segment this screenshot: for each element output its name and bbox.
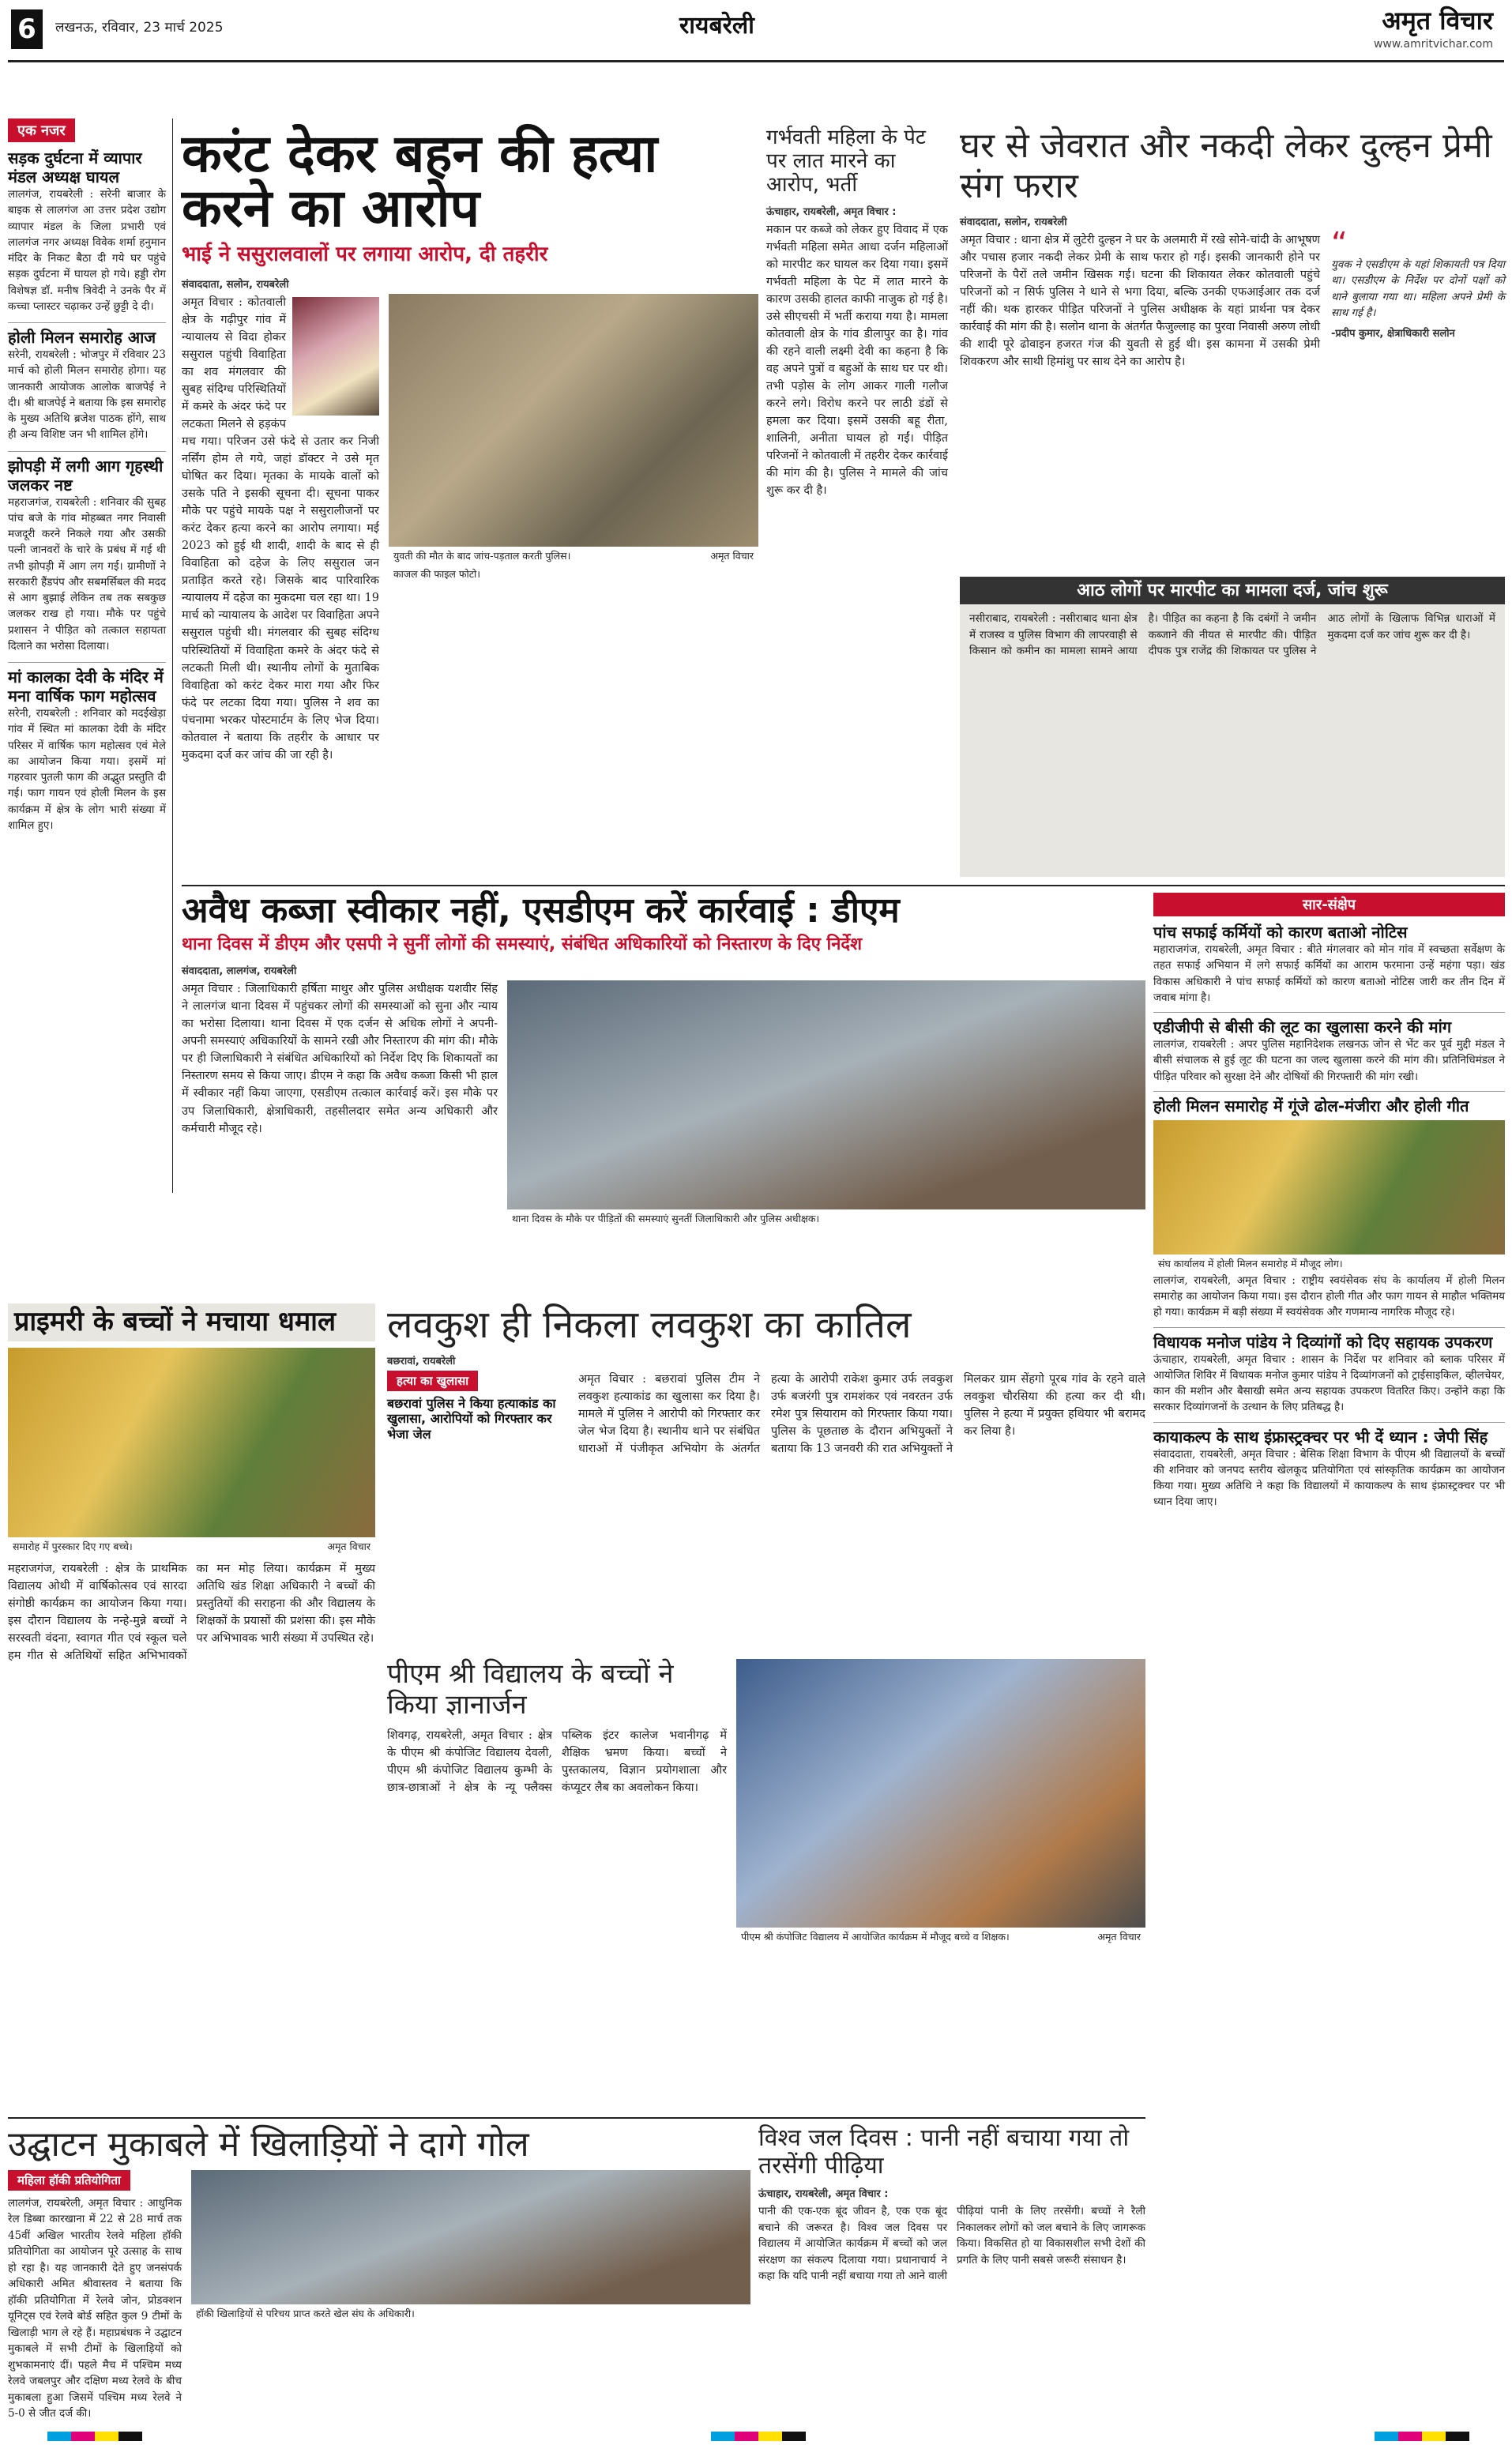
- hockey-body: लालगंज, रायबरेली, अमृत विचार : आधुनिक रेल डिब्बा कारखाना में 22 से 28 मार्च तक 45वीं अखिल भारतीय रेलवे महिला हॉकी प्रतियोगिता का आयोजन पूरे उत्साह के साथ हो रहा है। यह जानकारी देते हुए जनसंपर्क अधिकारी अमित श्रीवास्तव ने बताया कि हॉकी प्रतियोगिता में रेलवे जोन, प्रोडक्शन यूनिट्स एवं रेलवे बोर्ड सहित कुल 9 टीमों के खिलाड़ी भाग ले रहे हैं। महाप्रबंधक ने उद्घाटन मुकाबले में सभी टीमों के खिलाड़ियों को शुभकामनाएं दीं। पहले मैच में पश्चिम मध्य रेलवे जबलपुर और दक्षिण मध्य रेलवे के बीच मुकाबला हुआ जिसमें पश्चिम मध्य रेलवे ने 5-0 से जीत दर्ज की।: [8, 2196, 182, 2421]
- brief-text: महराजगंज, रायबरेली : शनिवार की सुबह पांच बजे के गांव मोहब्बत नगर निवासी मजदूरी करने निकले गया और उसकी पत्नी जानवरों के चारे के प्रबंध में गई थी तभी झोपड़ी में आग लग गई। ग्रामीणों ने सरकारी हैंडपंप और सबमर्सिबल की मदद से आग बुझाई लेकिन तब तक सबकुछ जलकर राख हो गया। मौके पर पहुंचे प्रशासन ने पीड़ित को तत्काल सहायता दिलाने का भरोसा दिलाया।: [8, 495, 166, 653]
- bride-body: अमृत विचार : थाना क्षेत्र में लुटेरी दुल्हन ने घर के अलमारी में रखे सोने-चांदी के आभूषण और पचास हजार नकदी लेकर प्रेमी के साथ फरार हो गई। इसकी जानकारी होने पर परिजनों के पैरों तले जमीन खिसक गई। घटना की शिकायत लेकर कोतवाली पहुंचे परिजनों को न सिर्फ पुलिस ने थाने से भगा दिया, बल्कि उनकी एफआईआर तक दर्ज नहीं की। थक हारकर पीड़ित परिजनों ने पुलिस अधीक्षक के यहां प्रार्थना पत्र देकर कार्रवाई की मांग की है। सलोन थाना के अंतर्गत फैजुल्लाह का पुरवा निवासी अरुण लोधी की शादी पूरे ढोवाइन हजरत गंज की युवती से हुई थी। इस कामना में उसकी प्रेमी शिवकरण और साथी हिमांशु पर साथ देने का आरोप है।: [960, 234, 1320, 369]
- section-rule: [8, 2117, 1145, 2119]
- brief-text: ऊंचाहार, रायबरेली, अमृत विचार : शासन के निर्देश पर शनिवार को ब्लाक परिसर में आयोजित शिविर में विधायक मनोज कुमार पांडेय ने दिव्यांगजनों को ट्राईसाइकिल, व्हीलचेयर, कान की मशीन और बैसाखी समेत अन्य सहायक उपकरण वितरित किए। उन्होंने कहा कि सरकार दिव्यांगजनों के उत्थान के लिए प्रतिबद्ध है।: [1153, 1352, 1505, 1414]
- luvkush-dateline: बछरावां, रायबरेली: [387, 1356, 456, 1368]
- inset-caption: काजल की फाइल फोटो।: [389, 565, 758, 583]
- brief-text: महाराजगंज, रायबरेली, अमृत विचार : बीते मंगलवार को मोन गांव में स्वच्छता सर्वेक्षण के तहत सफाई अभियान में लगे सफाई कर्मियों का आराम फरमाना उन्हें महंगा पड़ा। खंड विकास अधिकारी ने पांच सफाई कर्मियों को कारण बताओ नोटिस जारी कर तीन दिन में जवाब मांगा है।: [1153, 943, 1505, 1004]
- brief-headline: विधायक मनोज पांडेय ने दिव्यांगों को दिए सहायक उपकरण: [1153, 1332, 1493, 1352]
- luvkush-story: [387, 1303, 1145, 1651]
- pregnant-headline: गर्भवती महिला के पेट पर लात मारने का आरोप, भर्ती: [766, 126, 927, 197]
- page-number: 6: [11, 9, 43, 49]
- lead-headline: करंट देकर बहन की हत्या करने का आरोप: [182, 123, 658, 239]
- pmshri-body: शिवगढ़, रायबरेली, अमृत विचार : क्षेत्र के पीएम श्री कंपोजिट विद्यालय देवली, पीएम श्री कंपोजिट विद्यालय कुम्भी के छात्र-छात्राओं ने क्षेत्र के न्यू फ्लैक्स पब्लिक इंटर कालेज भवानीगढ़ में शैक्षिक भ्रमण किया। बच्चों ने पुस्तकालय, विज्ञान प्रयोगशाला और कंप्यूटर लैब का अवलोकन किया।: [387, 1729, 727, 1795]
- brief-headline: कायाकल्प के साथ इंफ्रास्ट्रक्चर पर भी दें ध्यान : जेपी सिंह: [1153, 1427, 1488, 1446]
- dm-subhead: थाना दिवस में डीएम और एसपी ने सुनीं लोगों की समस्याएं, संबंधित अधिकारियों को निस्तारण के दिए निर्देश: [182, 935, 863, 955]
- photo-caption: पीएम श्री कंपोजिट विद्यालय में आयोजित कार्यक्रम में मौजूद बच्चे व शिक्षक। अमृत विचार: [736, 1928, 1145, 1946]
- lead-subhead: भाई ने ससुरालवालों पर लगाया आरोप, दी तहरीर: [182, 242, 548, 266]
- water-body: पानी की एक-एक बूंद जीवन है, एक एक बूंद बचाने की जरूरत है। विश्व जल दिवस पर विद्यालय में आयोजित कार्यक्रम में बच्चों को जल संरक्षण का संकल्प दिलाया गया। प्रधानाचार्य ने कहा कि यदि पानी नहीं बचाया गया तो आने वाली पीढ़ियां पानी के लिए तरसेंगी। बच्चों ने रैली निकालकर लोगों को जल बचाने के लिए जागरूक किया। विकसित हो या विकासशील सभी देशों की प्रगति के लिए पानी सबसे जरूरी संसाधन है।: [758, 2205, 1145, 2283]
- quote-author: -प्रदीप कुमार, क्षेत्राधिकारी सलोन: [1331, 328, 1455, 340]
- photo-caption: समारोह में पुरस्कार दिए गए बच्चे। अमृत विचार: [8, 1537, 375, 1555]
- photo-caption: युवती की मौत के बाद जांच-पड़ताल करती पुलिस। अमृत विचार: [389, 547, 758, 565]
- pmshri-headline: पीएम श्री विद्यालय के बच्चों ने किया ज्ञानार्जन: [387, 1658, 674, 1721]
- brief-headline: पांच सफाई कर्मियों को कारण बताओ नोटिस: [1153, 923, 1408, 942]
- children-event-photo: [8, 1348, 375, 1537]
- bride-story: [960, 126, 1505, 569]
- victim-photo: [292, 297, 379, 416]
- brief-item: [8, 322, 166, 443]
- luvkush-headline: लवकुश ही निकला लवकुश का कातिल: [387, 1303, 912, 1347]
- brief-headline: होली मिलन समारोह में गूंजे ढोल-मंजीरा और होली गीत: [1153, 1096, 1469, 1115]
- brief-headline: होली मिलन समारोह आज: [8, 328, 156, 347]
- quote-mark-icon: “: [1331, 226, 1348, 263]
- lead-story: [182, 123, 758, 877]
- murder-reveal-note: बछरावां पुलिस ने किया हत्याकांड का खुलासा, आरोपियों को गिरफ्तार कर भेजा जेल: [387, 1396, 556, 1442]
- dm-thana-diwas-photo: [507, 980, 1145, 1209]
- brief-headline: मां कालका देवी के मंदिर में मना वार्षिक फाग महोत्सव: [8, 668, 164, 705]
- brief-headline: झोपड़ी में लगी आग गृहस्थी जलकर नष्ट: [8, 456, 164, 495]
- primary-headline: प्राइमरी के बच्चों ने मचाया धमाल: [8, 1303, 375, 1341]
- murder-reveal-box: [387, 1371, 569, 1639]
- dm-headline: अवैध कब्जा स्वीकार नहीं, एसडीएम करें कार्रवाई : डीएम: [182, 890, 900, 931]
- assault-headline: आठ लोगों पर मारपीट का मामला दर्ज, जांच शुरू: [960, 577, 1505, 604]
- brief-item: [1153, 923, 1505, 1006]
- primary-body: महराजगंज, रायबरेली : क्षेत्र के प्राथमिक विद्यालय ओथी में वार्षिकोत्सव एवं सारदा संगोष्ठी कार्यक्रम का आयोजन किया गया। इस दौरान विद्यालय के नन्हे-मुन्ने बच्चों ने सरस्वती वंदना, स्वागत गीत एवं स्कूल चले हम गीत से अतिथियों सहित अभिभावकों का मन मोह लिया। कार्यक्रम में मुख्य अतिथि खंड शिक्षा अधिकारी ने बच्चों की प्रस्तुतियों की सराहना की और विद्यालय के शिक्षकों के प्रयासों की प्रशंसा की। इस मौके पर अभिभावक भारी संख्या में उपस्थित रहे।: [8, 1562, 375, 1662]
- water-headline: विश्व जल दिवस : पानी नहीं बचाया गया तो तरसेंगी पीढ़िया: [758, 2124, 1130, 2180]
- print-registration-bar: [47, 2432, 1469, 2443]
- brief-item: [1153, 1422, 1505, 1510]
- brief-item: [1153, 1012, 1505, 1085]
- brief-text: सरेनी, रायबरेली : भोजपुर में रविवार 23 मार्च को होली मिलन समारोह होगा। यह जानकारी आयोजक आलोक बाजपेई ने दी। श्री बाजपेई ने बताया कि इस समारोह के मुख्य अतिथि ब्रजेश पाठक होंगे, साथ ही अन्य विशिष्ट जन भी शामिल होंगे।: [8, 348, 166, 442]
- hockey-story: [8, 2125, 750, 2425]
- masthead: [0, 0, 1512, 63]
- pregnant-body: मकान पर कब्जे को लेकर हुए विवाद में एक गर्भवती महिला समेत आधा दर्जन महिलाओं को मारपीट कर घायल कर दिया गया। इसमें गर्भवती महिला के पेट में लात मारने के कारण उसकी हालत काफी नाजुक हो गई है। उसे सीएचसी में भर्ती कराया गया है। मामला कोतवाली क्षेत्र के गांव डीलापुर का है। गांव की रहने वाली लक्ष्मी देवी का कहना है कि वह अपने पुत्रों व बहुओं के साथ घर पर थी। तभी पड़ोस के लोग आकर गाली गलौज करने लगे। विरोध करने पर लाठी डंडों से हमला कर दिया। इसमें उसकी बहू रीता, शालिनी, अनीता घायल हो गईं। पीड़ित परिजनों ने कोतवाली में तहरीर देकर कार्रवाई की मांग की है। पुलिस ने मामले की जांच शुरू कर दी है।: [766, 223, 948, 498]
- brief-text: सरेनी, रायबरेली : शनिवार को मदईखेड़ा गांव में स्थित मां कालका देवी के मंदिर परिसर में वार्षिक फाग महोत्सव एवं मेले का आयोजन किया गया। इसमें मां गहरवार पुतली फाग की अद्भुत प्रस्तुति दी गई। फाग गायन एवं होली मिलन के इस कार्यक्रम में क्षेत्र के लोग भारी संख्या में शामिल हुए।: [8, 707, 166, 832]
- masthead-dateline: लखनऊ, रविवार, 23 मार्च 2025: [55, 20, 224, 36]
- ek-nazar-label: एक नजर: [8, 118, 75, 142]
- brief-item: [8, 451, 166, 655]
- holi-milan-photo: [1153, 1120, 1505, 1254]
- hockey-headline: उद्घाटन मुकाबले में खिलाड़ियों ने दागे गोल: [8, 2124, 529, 2165]
- water-story: [758, 2125, 1145, 2425]
- quote-box: [1331, 226, 1505, 563]
- assault-body: नसीराबाद, रायबरेली : नसीराबाद थाना क्षेत्र में राजस्व व पुलिस विभाग की लापरवाही से किसान को कमीन का मामला सामने आया है। पीड़ित का कहना है कि दबंगों ने जमीन कब्जाने की नीयत से मारपीट की। पीड़ित दीपक पुत्र राजेंद्र की शिकायत पर पुलिस ने आठ लोगों के खिलाफ विभिन्न धाराओं में मुकदमा दर्ज कर जांच शुरू कर दी है।: [969, 612, 1495, 658]
- dm-dateline: संवाददाता, लालगंज, रायबरेली: [182, 965, 297, 978]
- hockey-players-photo: [191, 2170, 750, 2304]
- brief-headline: एडीजीपी से बीसी की लूट का खुलासा करने की मांग: [1153, 1017, 1452, 1036]
- murder-reveal-tag: हत्या का खुलासा: [387, 1371, 478, 1391]
- masthead-rule: [8, 60, 1504, 62]
- brief-text: संवाददाता, रायबरेली, अमृत विचार : बेसिक शिक्षा विभाग के पीएम श्री विद्यालयों के बच्चों की शनिवार को जनपद स्तरीय खेलकूद प्रतियोगिता एवं सांस्कृतिक कार्यक्रम का आयोजन किया गया। मुख्य अतिथि ने कहा कि विद्यालयों में कायाकल्प के साथ इंफ्रास्ट्रक्चर पर भी ध्यान दिया जाए।: [1153, 1447, 1505, 1509]
- luvkush-body: अमृत विचार : बछरावां पुलिस टीम ने लवकुश हत्याकांड का खुलासा कर दिया है। मामले में पुलिस ने आरोपी को गिरफ्तार कर जेल भेज दिया है। स्थानीय थाने पर संबंधित धाराओं में पंजीकृत अभियोग के अंतर्गत हत्या के आरोपी राकेश कुमार उर्फ लवकुश उर्फ बजरंगी पुत्र रामशंकर एवं नवरतन उर्फ रमेश पुत्र सियाराम को गिरफ्तार किया गया। पुलिस के पूछताछ के दौरान अभियुक्तों ने बताया कि 13 जनवरी की रात अभियुक्तों ने मिलकर ग्राम सेंहगो पूरब गांव के रहने वाले लवकुश चौरसिया की हत्या कर दी थी। पुलिस ने हत्या में प्रयुक्त हथियार भी बरामद कर लिया है।: [578, 1373, 1145, 1456]
- brief-headline: सड़क दुर्घटना में व्यापार मंडल अध्यक्ष घायल: [8, 149, 142, 186]
- lead-body: अमृत विचार : कोतवाली क्षेत्र के गढ़ीपुर गांव में न्यायालय से विदा होकर ससुराल पहुंची विवाहिता का शव मंगलवार की सुबह संदिग्ध परिस्थितियों में कमरे के अंदर फंदे पर लटकता मिलने से हड़कंप मच गया। परिजन उसे फंदे से उतार कर निजी नर्सिंग होम ले गये, जहां डॉक्टर ने उसे मृत घोषित कर दिया। मृतका के मायके वालों को उसके पति ने इसकी सूचना दी। सूचना पाकर मौके पर पहुंचे मायके पक्ष ने ससुरालीजनों पर करंट देकर हत्या करने का आरोप लगाया। मई 2023 को हुई थी शादी, शादी के बाद से ही विवाहिता को दहेज के लिए ससुराल जन प्रताड़ित करते रहे। जिसके बाद पारिवारिक न्यायालय में दहेज का मुकदमा चल रहा था। 19 मार्च को न्यायालय के आदेश पर विवाहिता अपने ससुराल पहुंची थी। मंगलवार की सुबह संदिग्ध परिस्थितियों में विवाहिता कमरे के अंदर फंदे से लटकती मिली थी। स्थानीय लोगों के मुताबिक विवाहिता को करंट देकर मारा गया और फिर फंदे पर लटका दिया गया। पुलिस ने शव का पंचनामा भरकर पोस्टमार्टम के लिए भेज दिया। कोतवाल ने बताया कि तहरीर के आधार पर मुकदमा दर्ज कर जांच की जा रही है।: [182, 295, 379, 762]
- pregnant-dateline: ऊंचाहार, रायबरेली, अमृत विचार :: [766, 205, 897, 218]
- brand-logo: अमृत विचार: [1382, 6, 1493, 36]
- brief-item: [1153, 1091, 1505, 1321]
- pregnant-story: [766, 126, 948, 877]
- website-url[interactable]: www.amritvichar.com: [1373, 38, 1493, 51]
- photo-caption: संघ कार्यालय में होली मिलन समारोह में मौजूद लोग।: [1153, 1254, 1505, 1273]
- lead-dateline: संवाददाता, सलोन, रायबरेली: [182, 278, 289, 291]
- police-investigation-photo: [389, 294, 758, 547]
- section-title: रायबरेली: [679, 12, 754, 39]
- brief-text: लालगंज, रायबरेली : सरेनी बाजार के बाइक से लालगंज आ उत्तर प्रदेश उद्योग व्यापार मंडल के जिला प्रभारी एवं लालगंज नगर अध्यक्ष विवेक शर्मा हनुमान मंदिर के निकट बैठा दी गये घर पहुंचे सड़क दुर्घटना में घायल हो गये। हड्डी रोग विशेषज्ञ डॉ. मनीष त्रिवेदी ने उनके पैर में कच्चा प्लास्टर चढ़ाकर उन्हें छुट्टी दे दी।: [8, 188, 166, 313]
- hockey-label: महिला हॉकी प्रतियोगिता: [8, 2170, 130, 2191]
- photo-caption: हॉकी खिलाड़ियों से परिचय प्राप्त करते खेल संघ के अधिकारी।: [191, 2304, 750, 2323]
- brief-item: [8, 662, 166, 833]
- brief-text: लालगंज, रायबरेली, अमृत विचार : राष्ट्रीय स्वयंसेवक संघ के कार्यालय में होली मिलन समारोह का आयोजन किया गया। इस दौरान होली गीत और फाग गायन से माहौल भक्तिमय हो गया। कार्यक्रम में बड़ी संख्या में स्वयंसेवक और गणमान्य नागरिक मौजूद रहे।: [1153, 1273, 1505, 1319]
- water-dateline: ऊंचाहार, रायबरेली, अमृत विचार :: [758, 2188, 889, 2200]
- primary-story: [8, 1303, 375, 2093]
- dm-body: अमृत विचार : जिलाधिकारी हर्षिता माथुर और पुलिस अधीक्षक यशवीर सिंह ने लालगंज थाना दिवस में पहुंचकर लोगों की समस्याओं को सुना और न्याय का भरोसा दिलाया। थाना दिवस में एक दर्जन से अधिक लोगों ने अपनी-अपनी समस्याएं अधिकारियों के सामने रखी और निस्तारण की मांग की। मौके पर ही जिलाधिकारी ने संबंधित अधिकारियों को निर्देश दिए कि शिकायतों का निस्तारण समय से किया जाए। डीएम ने कहा कि अवैध कब्जा किसी भी हाल में स्वीकार नहीं किया जाएगा, एसडीएम तत्काल कार्रवाई करें। इस मौके पर उप जिलाधिकारी, क्षेत्राधिकारी, तहसीलदार समेत अन्य अधिकारी और कर्मचारी मौजूद रहे।: [182, 983, 498, 1135]
- pmshri-classroom-photo: [736, 1659, 1145, 1928]
- sar-sankshep-label: सार-संक्षेप: [1153, 893, 1505, 916]
- section-rule: [182, 885, 1505, 886]
- assault-story: [960, 577, 1505, 877]
- bride-headline: घर से जेवरात और नकदी लेकर दुल्हन प्रेमी संग फरार: [960, 126, 1492, 206]
- pmshri-story: [387, 1659, 1145, 2101]
- dm-story: [182, 890, 1145, 1288]
- sar-sankshep-column: [1153, 893, 1505, 2157]
- bride-dateline: संवाददाता, सलोन, रायबरेली: [960, 216, 1067, 229]
- brief-item: [8, 149, 166, 314]
- column-divider: [172, 118, 173, 1193]
- quote-text: युवक ने एसडीएम के यहां शिकायती पत्र दिया था। एसडीएम के निर्देश पर दोनों पक्षों को थाने बुलाया गया था। महिला अपने प्रेमी के साथ गई है।: [1331, 258, 1505, 319]
- ek-nazar-column: [8, 118, 166, 1193]
- photo-caption: थाना दिवस के मौके पर पीड़ितों की समस्याएं सुनतीं जिलाधिकारी और पुलिस अधीक्षक।: [507, 1209, 1145, 1228]
- brief-text: लालगंज, रायबरेली : अपर पुलिस महानिदेशक लखनऊ जोन से भेंट कर पूर्व मुद्दी मंडल ने बीसी संचालक से हुई लूट की घटना का जल्द खुलासा करने की मांग की। प्रतिनिधिमंडल ने पीड़ित परिवार को सुरक्षा देने और दोषियों की गिरफ्तारी की मांग रखी।: [1153, 1038, 1505, 1083]
- brief-item: [1153, 1327, 1505, 1416]
